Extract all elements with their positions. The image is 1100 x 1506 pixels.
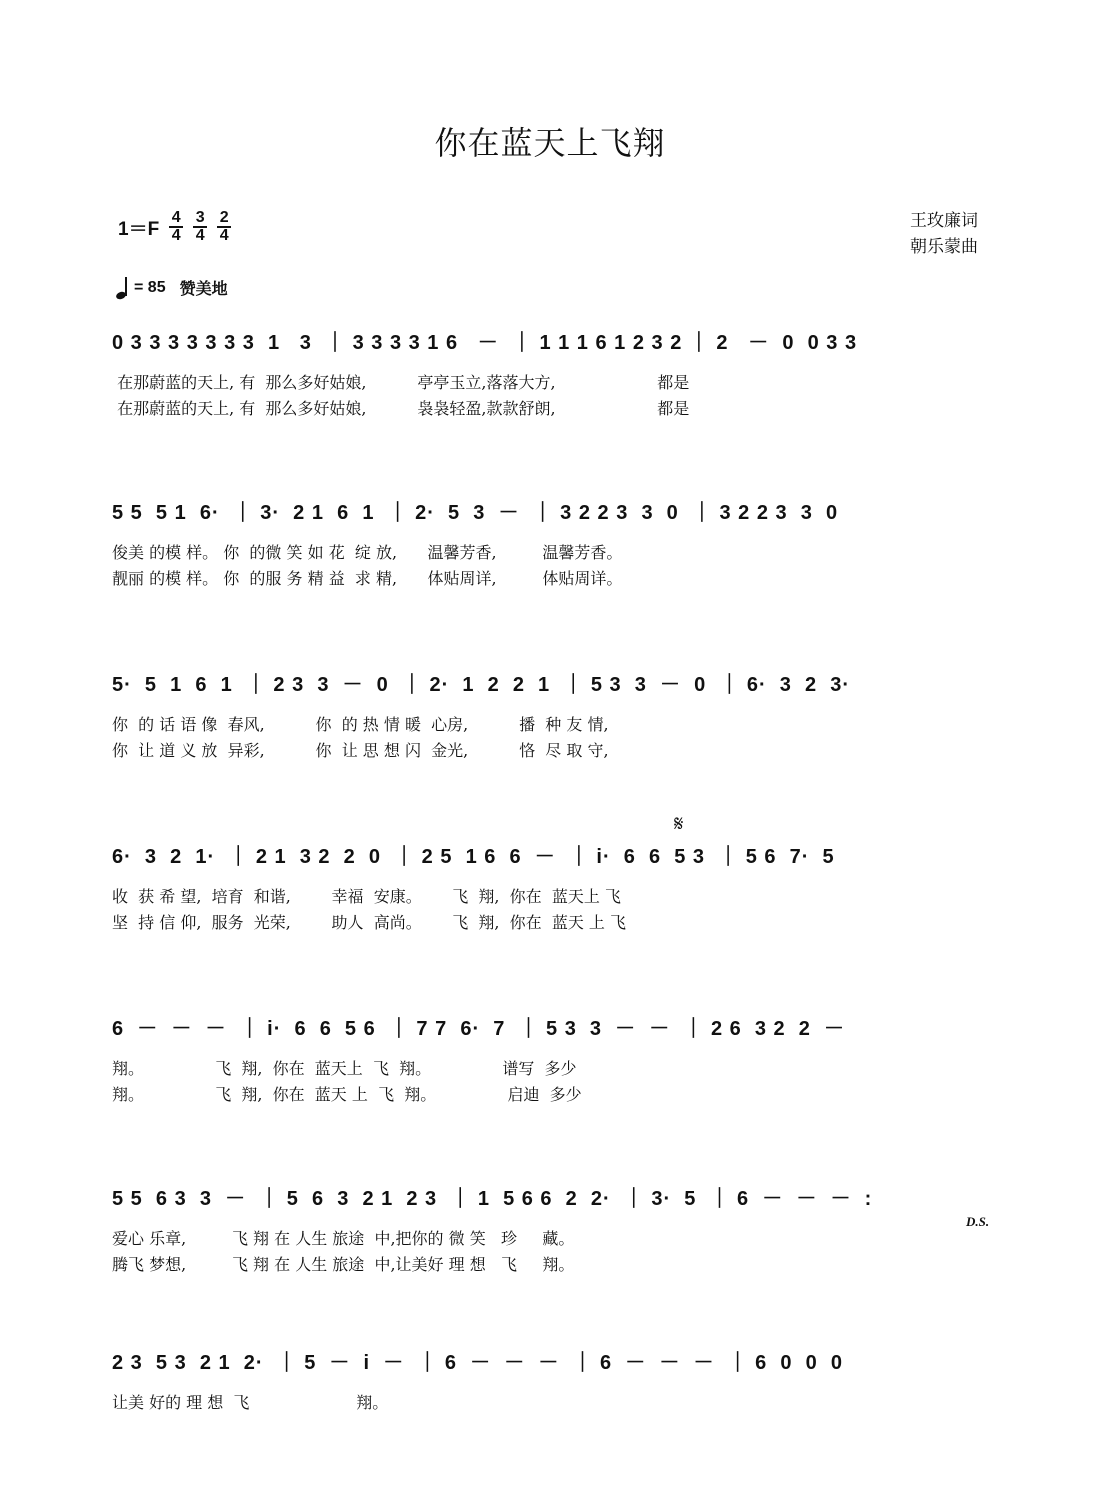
notes-row-2: 5 5 5 1 6· ｜ 3· 2 1 6 1 ｜ 2· 5 3 － ｜ 3 2 2 3 3 0 ｜ 3 2 2 3 3 0 bbox=[112, 502, 839, 524]
lyric-verse2-row-3: 你 让 道 义 放 异彩, 你 让 思 想 闪 金光, 恪 尽 取 守, bbox=[112, 741, 609, 760]
score-row-2 bbox=[112, 496, 984, 596]
key-label: 1＝F bbox=[118, 218, 160, 240]
score-row-4 bbox=[112, 840, 984, 940]
notes-row-1: 0 3 3 3 3 3 3 3 1 3 ｜ 3 3 3 3 1 6 － ｜ 1 1 1 6 1 2 3 2 ｜ 2 － 0 0 3 3 bbox=[112, 332, 858, 354]
key-signature bbox=[118, 210, 231, 244]
lyricist: 王玫廉词 bbox=[910, 211, 978, 231]
tempo-marking bbox=[116, 276, 228, 299]
time-signature-2: $\frac{3}{4}$ bbox=[193, 210, 207, 244]
lyric-verse1-row-5: 翔。 飞 翔, 你在 蓝天上 飞 翔。 谱写 多少 bbox=[112, 1059, 577, 1078]
song-title: 你在蓝天上飞翔 bbox=[434, 124, 666, 162]
notes-row-4: 6· 3 2 1· ｜ 2 1 3 2 2 0 ｜ 2 5 1 6 6 － ｜ i· 6 6 5 3 ｜ 5 6 7· 5 bbox=[112, 846, 835, 868]
score-row-7 bbox=[112, 1346, 984, 1446]
lyric-verse2-row-6: 腾飞 梦想, 飞 翔 在 人生 旅途 中,让美好 理 想 飞 翔。 bbox=[112, 1255, 575, 1274]
notes-row-5: 6 － － － ｜ i· 6 6 5 6 ｜ 7 7 6· 7 ｜ 5 3 3 － － ｜ 2 6 3 2 2 － bbox=[112, 1018, 846, 1040]
lyric-verse1-row-7: 让美 好的 理 想 飞 翔。 bbox=[112, 1393, 389, 1412]
score-row-3 bbox=[112, 668, 984, 768]
credits bbox=[910, 208, 978, 260]
tempo-expression: 赞美地 bbox=[179, 281, 228, 298]
time-signature-3: $\frac{2}{4}$ bbox=[217, 210, 231, 244]
score-row-1 bbox=[112, 326, 984, 426]
notes-row-3: 5· 5 1 6 1 ｜ 2 3 3 － 0 ｜ 2· 1 2 2 1 ｜ 5 3 3 － 0 ｜ 6· 3 2 3· bbox=[112, 674, 851, 696]
lyric-verse1-row-2: 俊美 的模 样。 你 的微 笑 如 花 绽 放, 温馨芳香, 温馨芳香。 bbox=[112, 543, 623, 562]
da-segno-mark: D.S. bbox=[966, 1214, 990, 1229]
notes-row-6: 5 5 6 3 3 － ｜ 5 6 3 2 1 2 3 ｜ 1 5 6 6 2 2· ｜ 3· 5 ｜ 6 － － － : bbox=[112, 1188, 873, 1210]
lyric-verse1-row-6: 爱心 乐章, 飞 翔 在 人生 旅途 中,把你的 微 笑 珍 藏。 bbox=[112, 1229, 575, 1248]
lyric-verse1-row-3: 你 的 话 语 像 春风, 你 的 热 情 暖 心房, 播 种 友 情, bbox=[112, 715, 609, 734]
score-row-6 bbox=[112, 1182, 984, 1282]
lyric-verse1-row-4: 收 获 希 望, 培育 和谐, 幸福 安康。 飞 翔, 你在 蓝天上 飞 bbox=[112, 887, 621, 906]
lyric-verse2-row-2: 靓丽 的模 样。 你 的服 务 精 益 求 精, 体贴周详, 体贴周详。 bbox=[112, 569, 623, 588]
quarter-note-icon bbox=[116, 277, 128, 299]
tempo-value: = 85 bbox=[134, 278, 166, 296]
lyric-verse2-row-5: 翔。 飞 翔, 你在 蓝天 上 飞 翔。 启迪 多少 bbox=[112, 1085, 582, 1104]
score-row-5 bbox=[112, 1012, 984, 1112]
time-signature-1: $\frac{4}{4}$ bbox=[169, 210, 183, 244]
notes-row-7: 2 3 5 3 2 1 2· ｜ 5 － i － ｜ 6 － － － ｜ 6 － － － ｜ 6 0 0 0 bbox=[112, 1352, 843, 1374]
lyric-verse2-row-4: 坚 持 信 仰, 服务 光荣, 助人 高尚。 飞 翔, 你在 蓝天 上 飞 bbox=[112, 913, 627, 932]
lyric-verse2-row-1: 在那蔚蓝的天上, 有 那么多好姑娘, 袅袅轻盈,款款舒朗, 都是 bbox=[112, 399, 690, 418]
composer: 朝乐蒙曲 bbox=[910, 237, 978, 257]
lyric-verse1-row-1: 在那蔚蓝的天上, 有 那么多好姑娘, 亭亭玉立,落落大方, 都是 bbox=[112, 373, 690, 392]
segno-icon: 𝄋 bbox=[674, 812, 684, 837]
